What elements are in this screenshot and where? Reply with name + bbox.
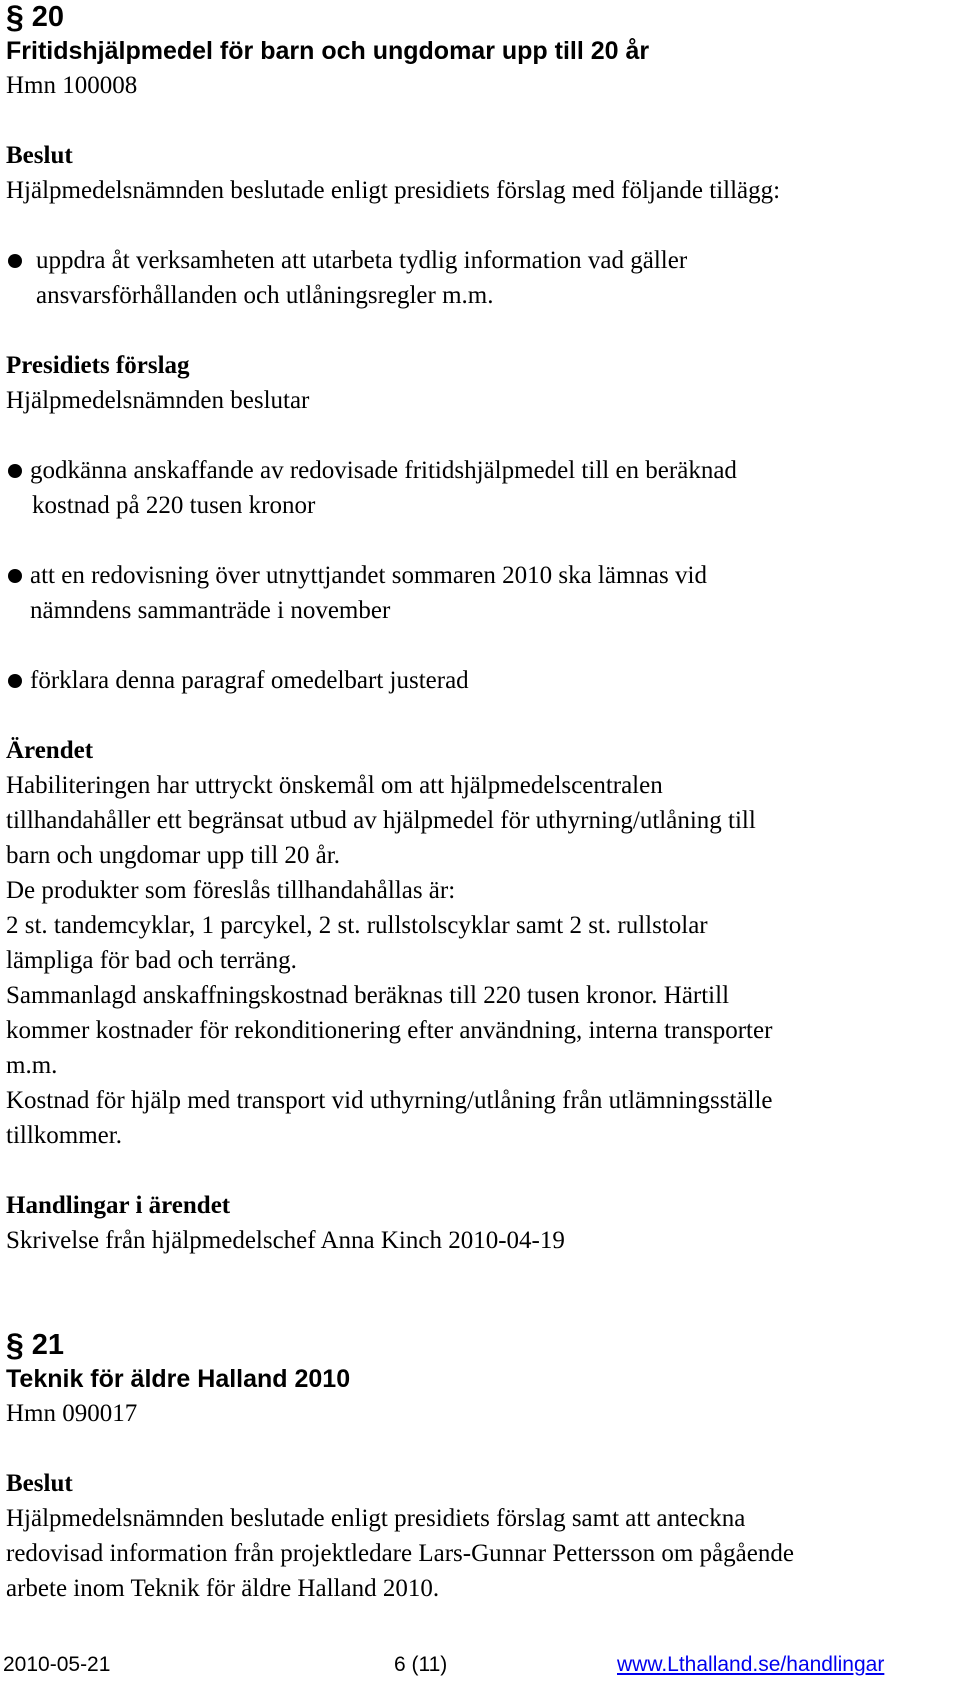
arendet-line: tillhandahåller ett begränsat utbud av hjälpmedel för uthyrning/utlåning till xyxy=(6,807,756,834)
document-page xyxy=(6,0,956,1606)
paragraph-21-reference: Hmn 090017 xyxy=(6,1400,138,1427)
paragraph-number: 20 xyxy=(31,1,65,33)
section-sign: § xyxy=(6,1327,24,1363)
paragraph-20-reference: Hmn 100008 xyxy=(6,72,138,99)
presidiets-forslag-heading: Presidiets förslag xyxy=(6,352,190,379)
bullet-line: nämndens sammanträde i november xyxy=(30,597,391,624)
arendet-line: De produkter som föreslås tillhandahållas är: xyxy=(6,877,456,904)
forslag-bullet xyxy=(6,663,956,698)
paragraph-20-number xyxy=(6,0,956,34)
beslut-line: redovisad information från projektledare Lars-Gunnar Pettersson om pågående xyxy=(6,1540,794,1567)
beslut-line: Hjälpmedelsnämnden beslutade enligt presidiets förslag samt att anteckna xyxy=(6,1505,746,1532)
footer-date: 2010-05-21 xyxy=(3,1653,111,1676)
handlingar-text: Skrivelse från hjälpmedelschef Anna Kinch 2010-04-19 xyxy=(6,1227,565,1254)
handlingar-heading: Handlingar i ärendet xyxy=(6,1192,231,1219)
arendet-line: m.m. xyxy=(6,1052,58,1079)
page-footer xyxy=(0,1650,960,1680)
beslut-line: arbete inom Teknik för äldre Halland 2010. xyxy=(6,1575,440,1602)
arendet-line: Kostnad för hjälp med transport vid uthyrning/utlåning från utlämningsställe xyxy=(6,1087,773,1114)
bullet-line: att en redovisning över utnyttjandet sommaren 2010 ska lämnas vid xyxy=(30,562,707,589)
bullet-line: godkänna anskaffande av redovisade fritidshjälpmedel till en beräknad xyxy=(30,457,737,484)
beslut-text: Hjälpmedelsnämnden beslutade enligt presidiets förslag med följande tillägg: xyxy=(6,177,781,204)
bullet-line: ansvarsförhållanden och utlåningsregler m.m. xyxy=(36,282,494,309)
bullet-line: förklara denna paragraf omedelbart justerad xyxy=(30,667,469,694)
beslut-bullet xyxy=(6,243,956,313)
arendet-line: Sammanlagd anskaffningskostnad beräknas till 220 tusen kronor. Härtill xyxy=(6,982,730,1009)
arendet-line: barn och ungdomar upp till 20 år. xyxy=(6,842,340,869)
forslag-bullet xyxy=(6,558,956,628)
beslut-heading: Beslut xyxy=(6,142,73,169)
footer-link[interactable]: www.Lthalland.se/handlingar xyxy=(617,1653,885,1676)
paragraph-21-number xyxy=(6,1328,956,1362)
paragraph-number: 21 xyxy=(31,1329,65,1361)
arendet-line: kommer kostnader för rekonditionering efter användning, interna transporter xyxy=(6,1017,773,1044)
forslag-bullet xyxy=(6,453,956,523)
arendet-line: lämpliga för bad och terräng. xyxy=(6,947,297,974)
section-sign: § xyxy=(6,0,24,35)
footer-page-number: 6 (11) xyxy=(394,1653,448,1676)
arendet-line: 2 st. tandemcyklar, 1 parcykel, 2 st. rullstolscyklar samt 2 st. rullstolar xyxy=(6,912,708,939)
bullet-line: kostnad på 220 tusen kronor xyxy=(32,492,316,519)
arendet-line: tillkommer. xyxy=(6,1122,122,1149)
beslut-heading: Beslut xyxy=(6,1470,73,1497)
bullet-line: uppdra åt verksamheten att utarbeta tydlig information vad gäller xyxy=(36,247,688,274)
arendet-heading: Ärendet xyxy=(6,737,94,764)
paragraph-20-title: Fritidshjälpmedel för barn och ungdomar upp till 20 år xyxy=(6,37,650,65)
presidiets-forslag-text: Hjälpmedelsnämnden beslutar xyxy=(6,387,310,414)
arendet-line: Habiliteringen har uttryckt önskemål om att hjälpmedelscentralen xyxy=(6,772,663,799)
paragraph-21-title: Teknik för äldre Halland 2010 xyxy=(6,1365,351,1393)
